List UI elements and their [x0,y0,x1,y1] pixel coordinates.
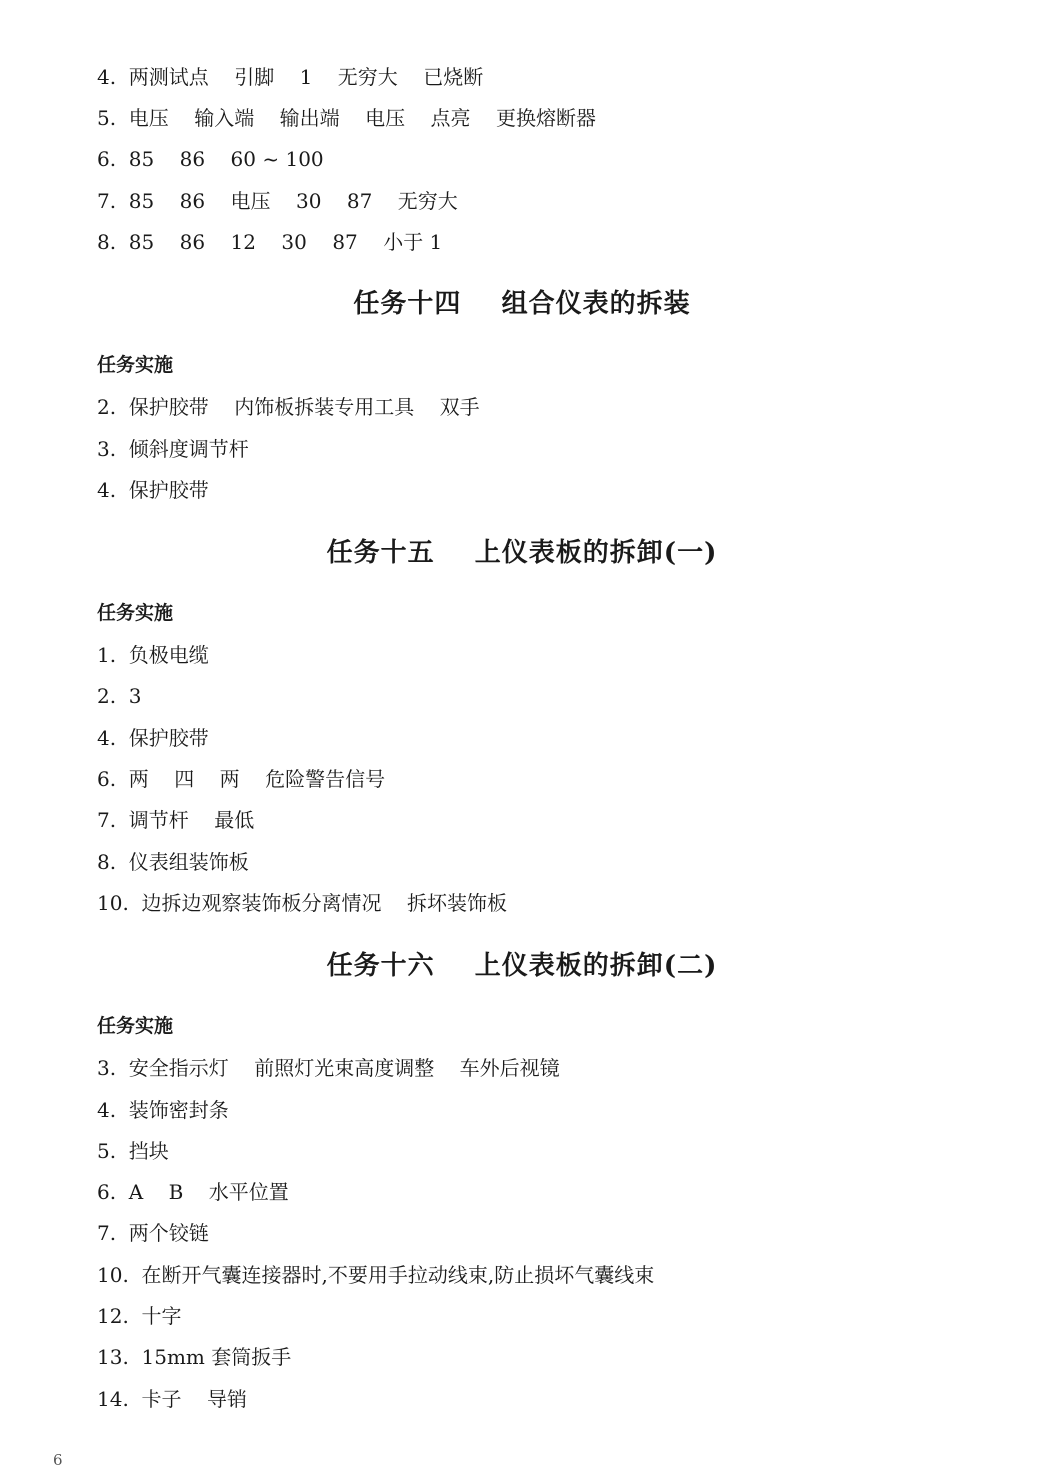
list-item: 2. 3 [97,684,142,708]
list-item: 6. 两 四 两 危险警告信号 [97,767,386,791]
list-item: 14. 卡子 导销 [97,1387,247,1411]
list-item: 6. 85 86 60 ~ 100 [97,147,324,171]
list-item: 13. 15mm 套筒扳手 [97,1345,292,1369]
section-subheading: 任务实施 [97,602,174,624]
list-item: 7. 两个铰链 [97,1221,209,1245]
list-item: 7. 调节杆 最低 [97,808,255,832]
list-item: 1. 负极电缆 [97,643,209,667]
list-item: 10. 边拆边观察装饰板分离情况 拆坏装饰板 [97,891,507,915]
list-item: 12. 十字 [97,1304,182,1328]
list-item: 5. 挡块 [97,1139,169,1163]
list-item: 3. 安全指示灯 前照灯光束高度调整 车外后视镜 [97,1056,560,1080]
list-item: 4. 两测试点 引脚 1 无穷大 已烧断 [97,65,484,89]
section-subheading: 任务实施 [97,354,174,376]
section-title: 任务十六 上仪表板的拆卸(二) [326,951,718,981]
section-subheading: 任务实施 [97,1015,174,1037]
list-item: 4. 保护胶带 [97,726,209,750]
list-item: 4. 保护胶带 [97,478,209,502]
list-item: 6. A B 水平位置 [97,1180,289,1204]
section-title: 任务十五 上仪表板的拆卸(一) [326,538,718,568]
list-item: 10. 在断开气囊连接器时,不要用手拉动线束,防止损坏气囊线束 [97,1263,655,1287]
page-number: 6 [53,1451,63,1469]
list-item: 7. 85 86 电压 30 87 无穷大 [97,189,458,213]
list-item: 8. 85 86 12 30 87 小于 1 [97,230,443,254]
list-item: 5. 电压 输入端 输出端 电压 点亮 更换熔断器 [97,106,596,130]
list-item: 3. 倾斜度调节杆 [97,437,249,461]
list-item: 8. 仪表组装饰板 [97,850,249,874]
list-item: 2. 保护胶带 内饰板拆装专用工具 双手 [97,395,480,419]
list-item: 4. 装饰密封条 [97,1098,229,1122]
section-title: 任务十四 组合仪表的拆装 [353,289,691,319]
